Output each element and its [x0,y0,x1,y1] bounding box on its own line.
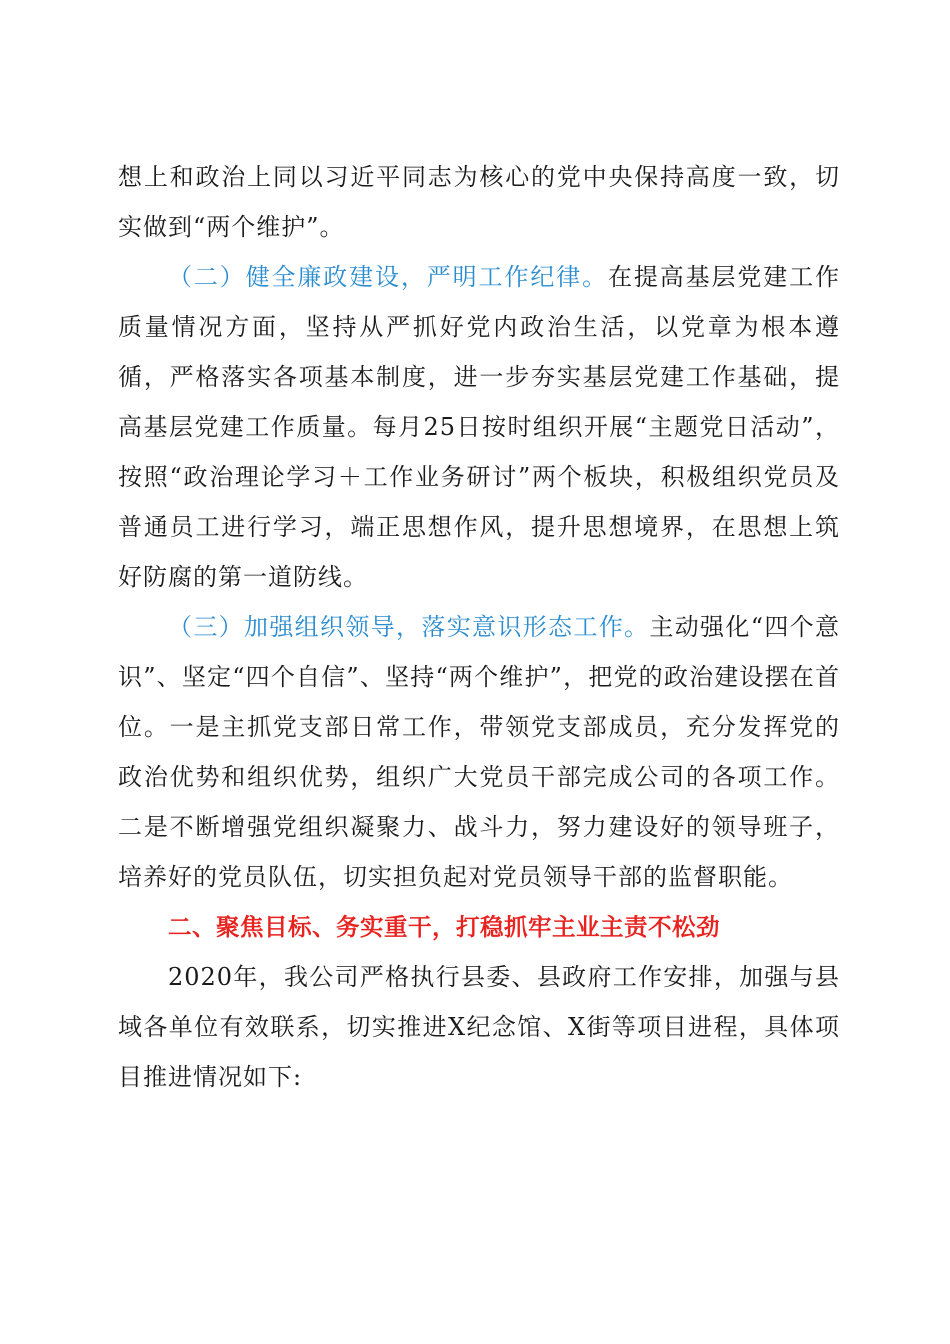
paragraph-continuation: 想上和政治上同以习近平同志为核心的党中央保持高度一致，切实做到“两个维护”。 [118,163,840,241]
paragraph-leadership-body: 主动强化“四个意识”、坚定“四个自信”、坚持“两个维护”，把党的政治建设摆在首位。一是主抓党支部日常工作，带领党支部成员，充分发挥党的政治优势和组织优势，组织广大党员干部完成公司的各项工作。二是不断增强党组织凝聚力、战斗力，努力建设好的领导班子，培养好的党员队伍，切实担负起对党员领导干部的监督职能。 [118,613,840,891]
document-body [118,152,840,1102]
paragraph-discipline-body: 在提高基层党建工作质量情况方面，坚持从严抓好党内政治生活，以党章为根本遵循，严格落实各项基本制度，进一步夯实基层党建工作基础，提高基层党建工作质量。每月25日按时组织开展“主题党日活动”，按照“政治理论学习＋工作业务研讨”两个板块，积极组织党员及普通员工进行学习，端正思想作风，提升思想境界，在思想上筑好防腐的第一道防线。 [118,263,841,591]
paragraph-discipline [118,252,840,602]
paragraph-leadership [118,602,840,902]
sub-heading-leadership: （三）加强组织领导，落实意识形态工作。 [168,613,650,641]
sub-heading-discipline: （二）健全廉政建设，严明工作纪律。 [168,263,608,291]
paragraph-projects: 2020年，我公司严格执行县委、县政府工作安排，加强与县域各单位有效联系，切实推进X纪念馆、X街等项目进程，具体项目推进情况如下: [118,963,840,1091]
section-heading-goals: 二、聚焦目标、务实重干，打稳抓牢主业主责不松劲 [168,913,720,941]
